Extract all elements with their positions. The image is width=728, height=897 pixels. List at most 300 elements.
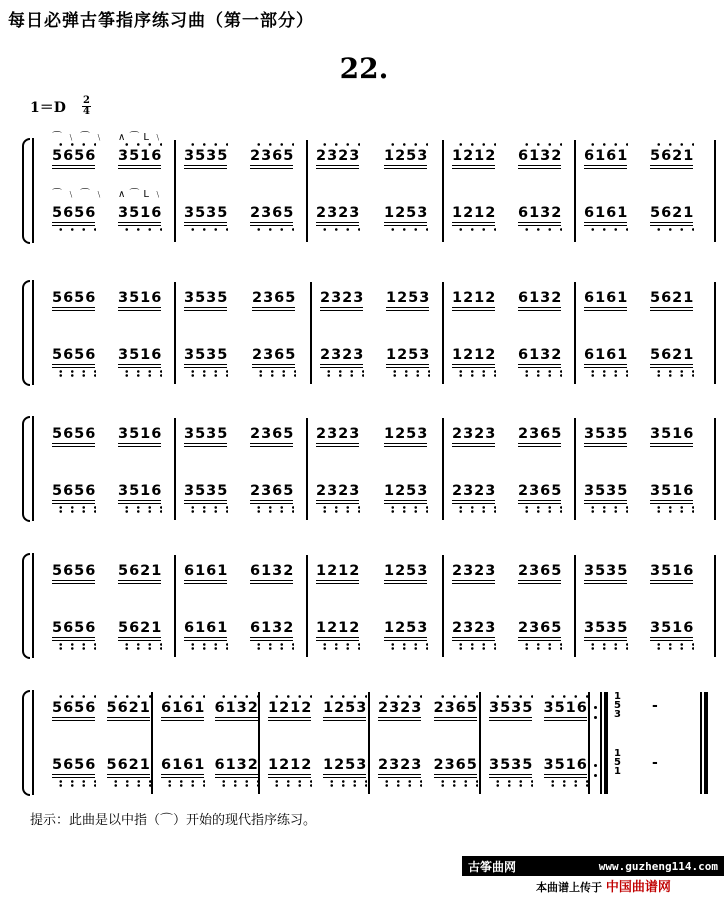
octave-dots-above	[52, 143, 96, 146]
beam-underline	[184, 367, 227, 368]
beam-underline	[584, 165, 627, 166]
note-group: 1212	[452, 205, 496, 221]
note-group: 3535	[184, 205, 228, 221]
system-end-barline	[714, 282, 716, 384]
note-group: 2323	[316, 148, 360, 164]
beam-underline	[250, 168, 293, 169]
beam-underline	[52, 640, 95, 641]
note-group: 1253	[384, 426, 428, 442]
system-start-barline	[32, 690, 34, 795]
beam-underline	[250, 500, 293, 501]
barline	[306, 418, 308, 520]
note-group: 6132	[518, 290, 562, 306]
beam-underline	[518, 165, 561, 166]
beam-underline	[323, 720, 366, 721]
barline	[174, 140, 176, 242]
system-bracket	[22, 690, 30, 796]
beam-underline	[584, 637, 627, 638]
note-group: 2323	[378, 757, 422, 773]
note-group: 6161	[161, 700, 205, 716]
octave-dots-below	[252, 370, 296, 373]
beam-underline	[250, 222, 293, 223]
beam-underline	[384, 500, 427, 501]
beam-underline	[518, 443, 561, 444]
note-group: 2365	[252, 290, 296, 306]
octave-dots-below	[161, 784, 205, 787]
beam-underline	[184, 640, 227, 641]
octave-dots-below	[584, 510, 628, 513]
beam-underline	[384, 222, 427, 223]
octave-dots-below	[518, 510, 562, 513]
beam-underline	[518, 222, 561, 223]
beam-underline	[452, 500, 495, 501]
note-group: 2365	[518, 426, 562, 442]
beam-underline	[378, 777, 421, 778]
beam-underline	[320, 367, 363, 368]
note-group: 2323	[320, 347, 364, 363]
octave-dots-below	[489, 784, 533, 787]
note-group: 5621	[118, 620, 162, 636]
beam-underline	[52, 580, 95, 581]
barline	[368, 692, 370, 794]
beam-underline	[215, 777, 258, 778]
beam-underline	[489, 720, 532, 721]
octave-dots-below	[323, 780, 367, 783]
beam-underline	[252, 367, 295, 368]
note-group: 2323	[452, 563, 496, 579]
note-group: 3535	[184, 290, 228, 306]
beam-underline	[384, 168, 427, 169]
octave-dots-below	[452, 370, 496, 373]
octave-dots-below	[107, 784, 151, 787]
octave-dots-below	[250, 510, 294, 513]
octave-dots-below	[118, 374, 162, 377]
beam-underline	[378, 720, 421, 721]
beam-underline	[584, 640, 627, 641]
system-end-barline	[714, 418, 716, 520]
beam-underline	[384, 165, 427, 166]
watermark-uploaded	[536, 876, 671, 895]
beam-underline	[316, 503, 359, 504]
note-group: 6132	[215, 757, 259, 773]
note-group: 1253	[323, 757, 367, 773]
octave-dots-below	[316, 647, 360, 650]
octave-dots-below	[384, 647, 428, 650]
beam-underline	[650, 364, 693, 365]
barline	[151, 692, 153, 794]
beam-underline	[52, 367, 95, 368]
octave-dots-above	[650, 143, 694, 146]
note-group: 5656	[52, 347, 96, 363]
beam-underline	[118, 165, 161, 166]
barline	[442, 418, 444, 520]
beam-underline	[52, 720, 95, 721]
beam-underline	[118, 580, 161, 581]
note-group: 2323	[452, 620, 496, 636]
note-group: 1253	[384, 483, 428, 499]
octave-dots-below	[250, 643, 294, 646]
note-group: 3516 ∧⌒L﹨	[118, 205, 162, 221]
beam-underline	[434, 717, 477, 718]
time-signature-bottom: 4	[83, 106, 90, 117]
note-group: 6132	[250, 620, 294, 636]
beam-underline	[452, 446, 495, 447]
note-group: 1253	[384, 620, 428, 636]
octave-dots-above	[52, 695, 96, 698]
beam-underline	[518, 503, 561, 504]
beam-underline	[52, 777, 95, 778]
beam-underline	[452, 225, 495, 226]
beam-underline	[118, 168, 161, 169]
note-group: 6161	[184, 563, 228, 579]
note-group: 3516	[118, 483, 162, 499]
note-group: 3535	[584, 620, 628, 636]
octave-dots-below	[268, 780, 312, 783]
octave-dots-below	[52, 506, 96, 509]
note-group: 5656	[52, 563, 96, 579]
beam-underline	[250, 165, 293, 166]
note-group: 1212	[316, 620, 360, 636]
note-group: 1253	[384, 148, 428, 164]
octave-dots-below	[544, 784, 588, 787]
octave-dots-below	[386, 374, 430, 377]
fingering-marks: ∧⌒L﹨	[118, 132, 167, 143]
note-group: 1253	[384, 205, 428, 221]
beam-underline	[518, 225, 561, 226]
octave-dots-below	[452, 643, 496, 646]
octave-dots-below	[184, 510, 228, 513]
note-group: 6132	[518, 347, 562, 363]
beam-underline	[584, 168, 627, 169]
beam-underline	[316, 500, 359, 501]
score-system-2	[0, 262, 728, 392]
octave-dots-below	[268, 784, 312, 787]
octave-dots-below	[584, 647, 628, 650]
note-group: 5621	[650, 347, 694, 363]
repeat-barline-thin	[600, 692, 602, 794]
octave-dots-below	[650, 647, 694, 650]
beam-underline	[434, 720, 477, 721]
octave-dots-below	[384, 643, 428, 646]
note-group: 3516 ∧⌒L﹨	[118, 148, 162, 164]
note-group: 3535	[584, 483, 628, 499]
beam-underline	[52, 583, 95, 584]
octave-dots-below	[452, 506, 496, 509]
final-chord	[614, 692, 621, 719]
system-bracket	[22, 280, 30, 386]
beam-underline	[52, 364, 95, 365]
beam-underline	[118, 637, 161, 638]
beam-underline	[584, 310, 627, 311]
beam-underline	[452, 503, 495, 504]
fingering-marks: ∧⌒L﹨	[118, 189, 167, 200]
beam-underline	[320, 307, 363, 308]
note-group: 6161	[161, 757, 205, 773]
beam-underline	[184, 364, 227, 365]
note-group: 2365	[434, 700, 478, 716]
beam-underline	[215, 717, 258, 718]
beam-underline	[489, 774, 532, 775]
octave-dots-below	[518, 228, 562, 231]
system-bracket	[22, 553, 30, 659]
beam-underline	[584, 583, 627, 584]
beam-underline	[107, 777, 150, 778]
beam-underline	[378, 774, 421, 775]
beam-underline	[268, 774, 311, 775]
octave-dots-below	[323, 784, 367, 787]
repeat-dot	[594, 706, 597, 709]
octave-dots-below	[650, 510, 694, 513]
watermark-uploaded-label: 本曲谱上传于	[536, 881, 602, 894]
beam-underline	[323, 717, 366, 718]
beam-underline	[316, 165, 359, 166]
octave-dots-below	[650, 228, 694, 231]
beam-underline	[118, 367, 161, 368]
beam-underline	[118, 583, 161, 584]
beam-underline	[584, 580, 627, 581]
note-group: 5656	[52, 620, 96, 636]
barline	[442, 140, 444, 242]
watermark-url: www.guzheng114.com	[598, 859, 718, 873]
beam-underline	[384, 640, 427, 641]
beam-underline	[650, 165, 693, 166]
beam-underline	[215, 720, 258, 721]
system-start-barline	[32, 553, 34, 658]
note-group: 3516	[650, 620, 694, 636]
beam-underline	[452, 222, 495, 223]
beam-underline	[316, 580, 359, 581]
beam-underline	[161, 720, 204, 721]
beam-underline	[544, 774, 587, 775]
beam-underline	[489, 777, 532, 778]
chord-note: 3	[614, 709, 621, 720]
system-start-barline	[32, 280, 34, 385]
beam-underline	[518, 637, 561, 638]
beam-underline	[316, 168, 359, 169]
beam-underline	[268, 777, 311, 778]
octave-dots-below	[518, 506, 562, 509]
barline	[442, 282, 444, 384]
beam-underline	[434, 774, 477, 775]
system-end-barline	[714, 140, 716, 242]
beam-underline	[384, 583, 427, 584]
beam-underline	[52, 774, 95, 775]
beam-underline	[118, 500, 161, 501]
chord-note: 5	[614, 700, 621, 711]
beam-underline	[161, 777, 204, 778]
note-group: 3535	[184, 148, 228, 164]
beam-underline	[184, 503, 227, 504]
note-group: 6132	[215, 700, 259, 716]
beam-underline	[316, 583, 359, 584]
barline	[306, 140, 308, 242]
octave-dots-below	[52, 784, 96, 787]
note-group: 3516	[544, 700, 588, 716]
note-group: 6132	[518, 205, 562, 221]
watermark-site: 古筝曲网	[468, 859, 517, 874]
barline	[479, 692, 481, 794]
note-group: 1212	[268, 700, 312, 716]
note-group: 3535	[584, 426, 628, 442]
note-group: 5621	[650, 205, 694, 221]
beam-underline	[118, 446, 161, 447]
beam-underline	[384, 446, 427, 447]
beam-underline	[184, 168, 227, 169]
octave-dots-below	[452, 647, 496, 650]
final-barline-thick	[704, 692, 708, 794]
beam-underline	[584, 500, 627, 501]
note-group: 1212	[452, 290, 496, 306]
octave-dots-below	[320, 370, 364, 373]
beam-underline	[52, 500, 95, 501]
beam-underline	[544, 777, 587, 778]
time-signature-top: 2	[83, 95, 90, 106]
beam-underline	[650, 222, 693, 223]
octave-dots-below	[650, 374, 694, 377]
repeat-dot	[594, 764, 597, 767]
beam-underline	[384, 443, 427, 444]
beam-underline	[378, 717, 421, 718]
beam-underline	[452, 583, 495, 584]
octave-dots-above	[452, 143, 496, 146]
octave-dots-below	[215, 780, 259, 783]
footer-note: 提示：此曲是以中指（⌒）开始的现代指序练习。	[30, 813, 317, 828]
system-bracket	[22, 416, 30, 522]
octave-dots-below	[384, 506, 428, 509]
beam-underline	[452, 310, 495, 311]
beam-underline	[250, 640, 293, 641]
final-barline-thin	[700, 692, 702, 794]
beam-underline	[184, 443, 227, 444]
octave-dots-below	[250, 228, 294, 231]
system-start-barline	[32, 138, 34, 243]
note-group: 3535	[584, 563, 628, 579]
beam-underline	[323, 774, 366, 775]
octave-dots-below	[184, 374, 228, 377]
beam-underline	[452, 580, 495, 581]
beam-underline	[268, 720, 311, 721]
beam-underline	[52, 168, 95, 169]
note-group: 5656 ⌒﹨⌒﹨	[52, 148, 96, 164]
note-group: 5656	[52, 757, 96, 773]
beam-underline	[316, 225, 359, 226]
octave-dots-above	[161, 695, 205, 698]
beam-underline	[323, 777, 366, 778]
octave-dots-below	[384, 510, 428, 513]
beam-underline	[452, 443, 495, 444]
beam-underline	[252, 310, 295, 311]
beam-underline	[250, 637, 293, 638]
fingering-marks: ⌒﹨⌒﹨	[52, 189, 108, 200]
beam-underline	[384, 225, 427, 226]
note-group: 1212	[452, 347, 496, 363]
octave-dots-below	[184, 506, 228, 509]
octave-dots-below	[316, 510, 360, 513]
beam-underline	[316, 443, 359, 444]
note-group: 2323	[320, 290, 364, 306]
octave-dots-above	[184, 143, 228, 146]
octave-dots-below	[584, 643, 628, 646]
note-group: 5621	[650, 290, 694, 306]
octave-dots-below	[584, 374, 628, 377]
beam-underline	[518, 500, 561, 501]
note-group: 2365	[518, 483, 562, 499]
chord-note: 1	[614, 748, 621, 759]
octave-dots-above	[584, 143, 628, 146]
note-group: 3516	[118, 347, 162, 363]
octave-dots-above	[118, 143, 162, 146]
system-start-barline	[32, 416, 34, 521]
score-system-1	[0, 120, 728, 250]
beam-underline	[184, 500, 227, 501]
beam-underline	[489, 717, 532, 718]
note-group: 5656	[52, 426, 96, 442]
beam-underline	[252, 364, 295, 365]
octave-dots-below	[386, 370, 430, 373]
note-group: 3535	[184, 483, 228, 499]
octave-dots-below	[584, 506, 628, 509]
beam-underline	[384, 580, 427, 581]
beam-underline	[584, 443, 627, 444]
beam-underline	[584, 307, 627, 308]
beam-underline	[584, 446, 627, 447]
rest-dash: -	[652, 755, 658, 771]
barline	[574, 555, 576, 657]
beam-underline	[386, 307, 429, 308]
note-group: 2365	[518, 563, 562, 579]
beam-underline	[584, 503, 627, 504]
octave-dots-below	[118, 643, 162, 646]
beam-underline	[434, 777, 477, 778]
beam-underline	[650, 583, 693, 584]
octave-dots-below	[584, 228, 628, 231]
piece-number: 22.	[339, 52, 389, 85]
octave-dots-below	[544, 780, 588, 783]
note-group: 2323	[316, 426, 360, 442]
octave-dots-above	[384, 143, 428, 146]
beam-underline	[584, 367, 627, 368]
barline	[442, 555, 444, 657]
beam-underline	[184, 583, 227, 584]
system-bracket	[22, 138, 30, 244]
beam-underline	[52, 717, 95, 718]
octave-dots-below	[184, 647, 228, 650]
beam-underline	[518, 168, 561, 169]
note-group: 5656	[52, 700, 96, 716]
octave-dots-below	[118, 510, 162, 513]
beam-underline	[107, 774, 150, 775]
note-group: 2365	[250, 483, 294, 499]
beam-underline	[650, 168, 693, 169]
beam-underline	[452, 307, 495, 308]
beam-underline	[650, 307, 693, 308]
beam-underline	[118, 225, 161, 226]
beam-underline	[250, 503, 293, 504]
beam-underline	[250, 443, 293, 444]
barline	[174, 282, 176, 384]
octave-dots-below	[316, 228, 360, 231]
barline	[574, 282, 576, 384]
beam-underline	[386, 310, 429, 311]
octave-dots-below	[518, 643, 562, 646]
beam-underline	[184, 637, 227, 638]
beam-underline	[650, 500, 693, 501]
beam-underline	[161, 774, 204, 775]
repeat-dot	[594, 774, 597, 777]
beam-underline	[650, 310, 693, 311]
octave-dots-below	[650, 643, 694, 646]
beam-underline	[320, 310, 363, 311]
